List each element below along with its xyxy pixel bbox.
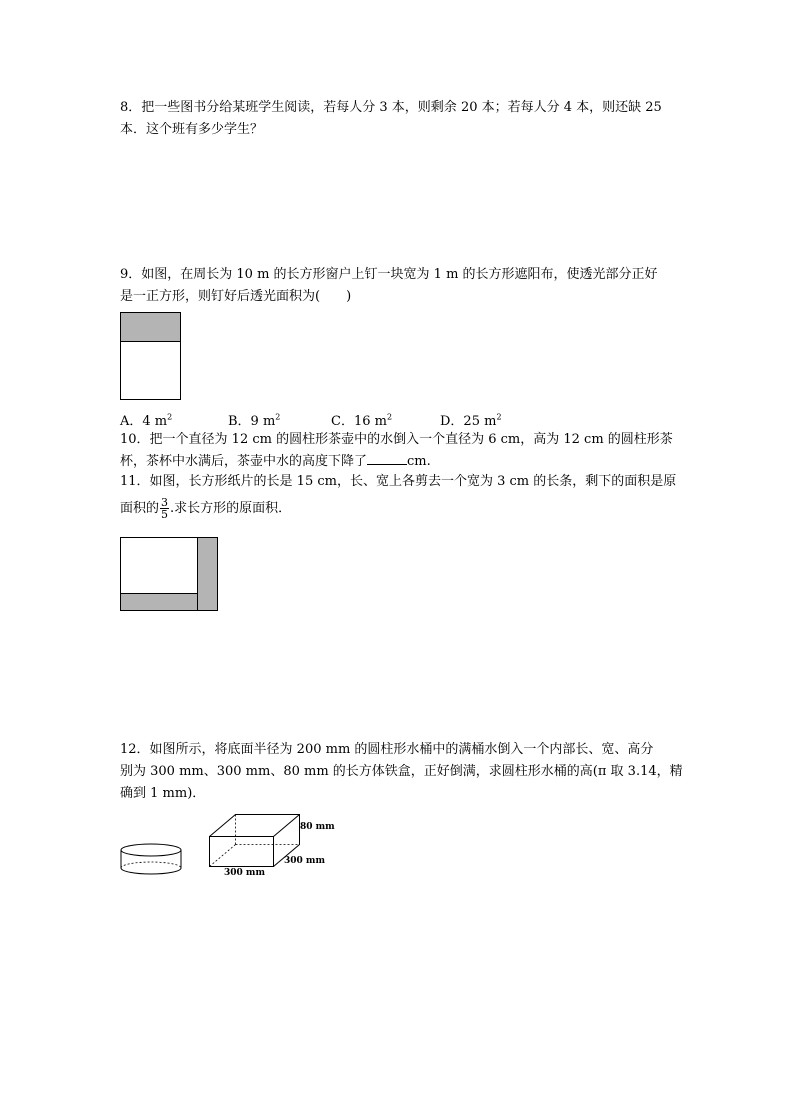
fraction-three-fifths: $\frac{3}{5}$	[161, 496, 169, 521]
window-figure	[120, 312, 182, 406]
q11-line-1: 11．如图，长方形纸片的长是 15 cm，长、宽上各剪去一个宽为 3 cm 的长条，剩下的面积是原	[120, 474, 677, 489]
shade-cloth	[121, 313, 181, 342]
q10-line-1: 10．把一个直径为 12 cm 的圆柱形茶壶中的水倒入一个直径为 6 cm，高为 12 cm 的圆柱形茶	[120, 432, 673, 447]
q8-line-1: 8．把一些图书分给某班学生阅读，若每人分 3 本，则剩余 20 本；若每人分 4 本，则还缺 25	[120, 100, 662, 115]
q12-line-3: 确到 1 mm)．	[120, 786, 206, 801]
dim-label-length: 300 mm	[224, 868, 265, 878]
q8-line-2: 本．这个班有多少学生？	[120, 122, 264, 137]
choice-d: D．25 $m^2$	[440, 412, 502, 429]
choice-c: C．16 $m^2$	[331, 412, 393, 429]
cylinder-bucket-figure	[119, 840, 185, 884]
answer-blank	[367, 452, 407, 465]
q9-line-2: 是一正方形，则钉好后透光面积为( )	[120, 289, 352, 304]
choice-b: B．9 $m^2$	[228, 412, 281, 429]
q12-line-1: 12．如图所示，将底面半径为 200 mm 的圆柱形水桶中的满桶水倒入一个内部长、宽、高分	[120, 742, 654, 757]
choice-a: A．4 $m^2$	[120, 412, 173, 429]
q10-line-2: 杯，茶杯中水满后，茶壶中水的高度下降了 cm.	[120, 454, 431, 469]
cuboid-box-figure	[205, 812, 300, 876]
dim-label-height: 80 mm	[300, 822, 335, 832]
dim-label-width: 300 mm	[284, 856, 325, 866]
q11-line-2: 面积的 $\frac{3}{5}$ .求长方形的原面积．	[120, 496, 292, 521]
q12-line-2: 别为 300 mm、300 mm、80 mm 的长方体铁盒，正好倒满，求圆柱形水桶的高(π 取 3.14，精	[120, 764, 683, 779]
q9-line-1: 9．如图，在周长为 10 m 的长方形窗户上钉一块宽为 1 m 的长方形遮阳布，使透光部分正好	[120, 267, 658, 282]
paper-figure	[120, 537, 220, 617]
bottom-strip	[121, 594, 198, 611]
right-strip	[198, 538, 218, 611]
